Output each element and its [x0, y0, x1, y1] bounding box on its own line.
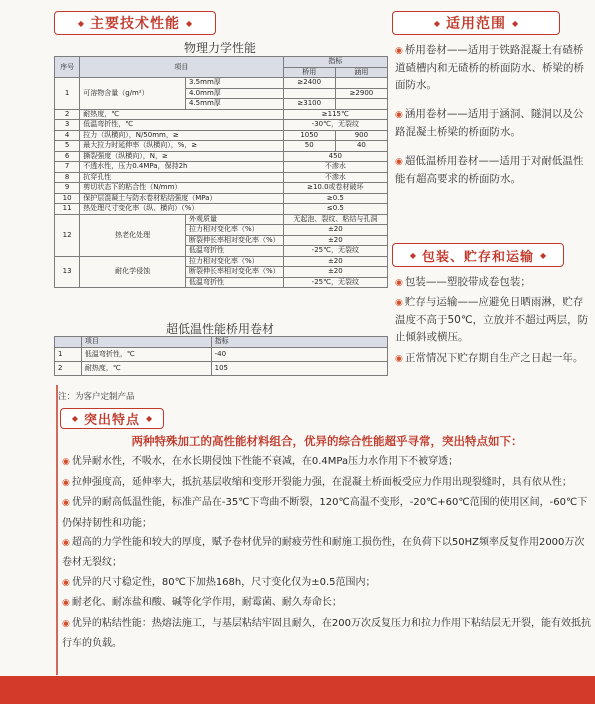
bullet-icon: ◉ [62, 498, 70, 509]
table-row: 4.0mm厚 ≥2900 [55, 88, 388, 99]
table-row: 断裂伸长率相对变化率（%） ±20 [55, 267, 388, 278]
col-item: 项目 [81, 337, 211, 348]
table-row: 断裂伸长率相对变化率（%） ±20 [55, 235, 388, 246]
table-row: 4 拉力（纵横向），N/50mm，≥ 1050 900 [55, 130, 388, 141]
col-item: 项目 [80, 57, 283, 78]
key-features-list [62, 432, 592, 653]
physical-properties-table [54, 56, 388, 288]
key-features-header: ◆ 突出特点 ◆ [60, 408, 164, 429]
bullet-icon: ◉ [395, 354, 403, 364]
diamond-icon: ◆ [433, 18, 440, 28]
table-row: 3 低温弯折性，℃ -30℃，无裂纹 [55, 120, 388, 131]
bullet-icon: ◉ [62, 598, 70, 609]
col-index: 指标 [283, 57, 387, 68]
table-row: 低温弯折性 -25℃，无裂纹 [55, 277, 388, 288]
table-header-row [55, 57, 388, 68]
list-item: ◉ 包装——塑胶带成卷包装； [395, 276, 531, 288]
diamond-icon: ◆ [409, 250, 416, 260]
col-index: 指标 [211, 337, 387, 348]
divider [56, 385, 58, 675]
feature-item: ◉ 优异的粘结性能：热熔法施工，与基层粘结牢固且耐久，在200万次反复压力和拉力作用下粘结层无开裂，能有效抵抗行车的负载。 [62, 617, 591, 650]
feature-item: ◉ 优异的尺寸稳定性，80℃下加热168h，尺寸变化仅为±0.5范围内； [62, 576, 376, 588]
bullet-icon: ◉ [395, 298, 403, 308]
table-row: 6 撕裂强度（纵横向），N，≥ 450 [55, 151, 388, 162]
bullet-icon: ◉ [62, 457, 70, 468]
bullet-icon: ◉ [395, 110, 403, 120]
table-header-row [55, 337, 388, 348]
feature-item: ◉ 超高的力学性能和较大的厚度，赋予卷材优异的耐疲劳性和耐施工损伤性，在负荷下以50HZ频率反复作用2000万次卷材无裂纹； [62, 537, 585, 569]
feature-item: ◉ 拉伸强度高，延伸率大，抵抗基层收缩和变形开裂能力强，在混凝土桥面板受应力作用出现裂缝时，具有依从性； [62, 476, 572, 488]
list-item: ◉ 涵用卷材——适用于涵洞、隧洞以及公路混凝土桥梁的桥面防水。 [395, 108, 584, 138]
table-row: 9 剪切状态下的粘合性（N/mm） ≥10.0或卷材破坏 [55, 183, 388, 194]
table-row: 拉力相对变化率（%） ±20 [55, 225, 388, 236]
col-bridge: 桥用 [283, 67, 335, 78]
bullet-icon: ◉ [395, 157, 403, 167]
application-scope-text [395, 42, 590, 200]
list-item: ◉ 桥用卷材——适用于铁路混凝土有碴桥道碴槽内和无碴桥的桥面防水、桥梁的桥面防水。 [395, 44, 584, 91]
table1-title: 物理力学性能 [183, 41, 256, 55]
table-row: 12 热老化处理 外观质量 无起泡、裂纹、粘结与孔洞 [55, 214, 388, 225]
table-row: 2 耐热度，℃ 105 [55, 361, 388, 375]
diamond-icon: ◆ [71, 414, 78, 423]
ultra-low-temp-table [54, 336, 388, 376]
bullet-icon: ◉ [62, 577, 70, 588]
table-row: 低温弯折性 -25℃，无裂纹 [55, 246, 388, 257]
table-row: 8 抗穿孔性 不渗水 [55, 172, 388, 183]
bottom-bar [0, 676, 595, 704]
feature-item: ◉ 优异耐水性，不吸水，在水长期侵蚀下性能不衰减，在0.4MPa压力水作用下不被穿透； [62, 456, 459, 468]
list-item: ◉ 超低温桥用卷材——适用于对耐低温性能有超高要求的桥面防水。 [395, 155, 584, 185]
table-row: 13 耐化学侵蚀 拉力相对变化率（%） ±20 [55, 256, 388, 267]
col-culvert: 涵用 [335, 67, 387, 78]
diamond-icon: ◆ [146, 414, 153, 423]
diamond-icon: ◆ [77, 18, 84, 28]
main-performance-header: ◆ 主要技术性能 ◆ [54, 11, 216, 35]
col-seq: 序号 [55, 57, 80, 78]
diamond-icon: ◆ [512, 18, 519, 28]
table-row: 4.5mm厚 ≥3100 [55, 99, 388, 110]
feature-item: ◉ 耐老化、耐冻盐和酸、碱等化学作用，耐霉菌、耐久寿命长； [62, 597, 342, 609]
table-row: 10 保护层混凝土与防水卷材粘结强度（MPa） ≥0.5 [55, 193, 388, 204]
custom-product-note: 注：为客户定制产品 [58, 392, 135, 402]
packaging-storage-text [395, 274, 590, 380]
diamond-icon: ◆ [540, 250, 547, 260]
table-row: 2 耐热度，℃ ≥115℃ [55, 109, 388, 120]
table-row: 5 最大拉力时延伸率（纵横向），%，≥ 50 40 [55, 141, 388, 152]
bullet-icon: ◉ [62, 538, 70, 549]
table-row: 11 热处理尺寸变化率（纵、横向）（%） ≤0.5 [55, 204, 388, 215]
application-scope-header: ◆ 适用范围 ◆ [392, 11, 560, 35]
list-item: ◉ 贮存与运输——应避免日晒雨淋，贮存温度不高于50℃，立放并不超过两层，防止倾斜或横压。 [395, 296, 589, 343]
table-row: 1 低温弯折性，℃ -40 [55, 347, 388, 361]
bullet-icon: ◉ [395, 46, 403, 56]
diamond-icon: ◆ [186, 18, 193, 28]
table-row: 1 可溶物含量（g/m²） 3.5mm厚 ≥2400 [55, 78, 388, 89]
list-item: ◉ 正常情况下贮存期自生产之日起一年。 [395, 352, 584, 364]
bullet-icon: ◉ [62, 477, 70, 488]
features-lead: 两种特殊加工的高性能材料组合，优异的综合性能超乎寻常，突出特点如下： [131, 434, 523, 448]
feature-item: ◉ 优异的耐高低温性能，标准产品在-35℃下弯曲不断裂，120℃高温不变形，-20℃+60℃范围的使用区间，-60℃下仍保持韧性和功能； [62, 497, 588, 529]
packaging-storage-header: ◆ 包装、贮存和运输 ◆ [392, 243, 564, 267]
bullet-icon: ◉ [62, 618, 70, 629]
table-row: 7 不透水性，压力0.4MPa，保持2h 不渗水 [55, 162, 388, 173]
bullet-icon: ◉ [395, 278, 403, 288]
table2-title: 超低温性能桥用卷材 [165, 322, 274, 336]
